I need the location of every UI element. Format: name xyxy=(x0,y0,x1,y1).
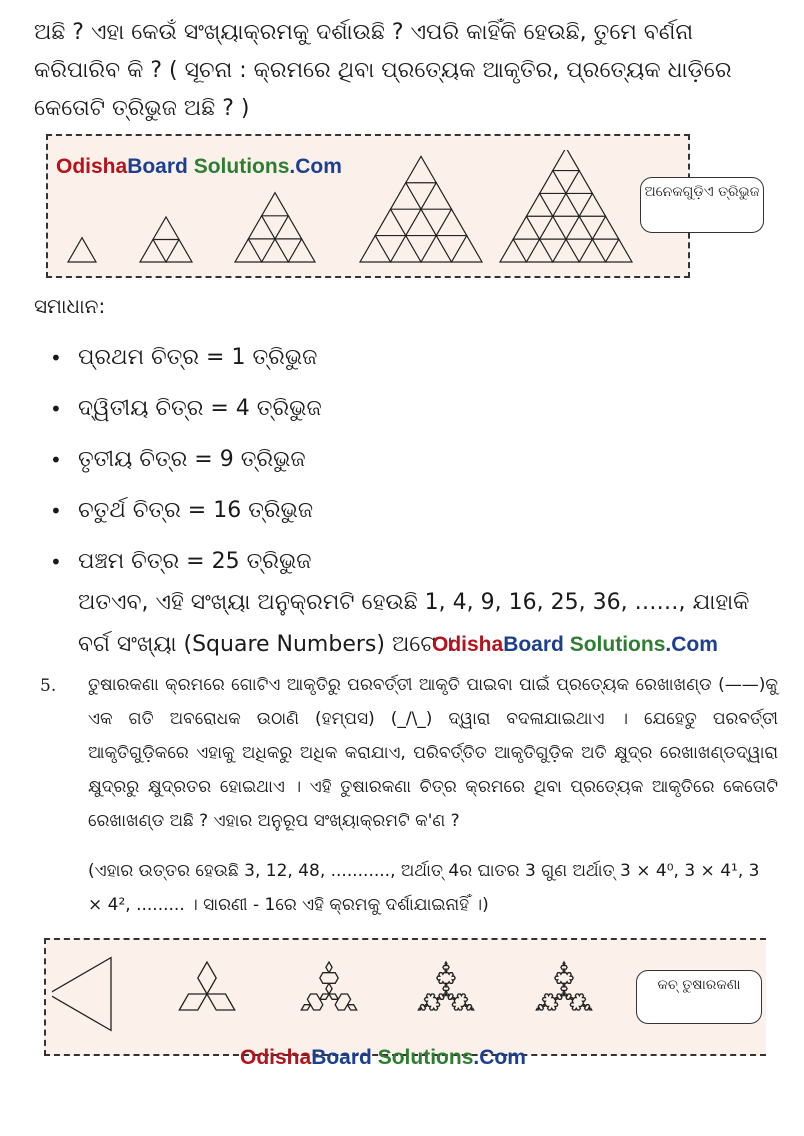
koch-callout: କଚ୍ ତୁଷାରକଣା xyxy=(636,970,762,1024)
watermark: OdishaBoard Solutions.Com xyxy=(240,1046,526,1069)
triangle-figure xyxy=(360,156,482,262)
question-number: 5. xyxy=(40,676,57,696)
triangle-figure xyxy=(500,150,632,262)
koch-shape xyxy=(418,962,473,1010)
triangle-figure xyxy=(68,238,96,262)
question-hint: (ଏହାର ଉତ୍ତର ହେଉଛି 3, 12, 48, ..........., ଅର୍ଥାତ୍ 4ର ଘାତର 3 ଗୁଣ ଅର୍ଥାତ୍ 3 × 4⁰, 3 × 4¹, 3 × 4², ......... । ସାରଣୀ - 1ରେ ଏହି କ୍ରମକୁ ଦର୍ଶାଯାଇନାହିଁ ।) xyxy=(88,861,760,915)
triangle-figure xyxy=(140,217,192,262)
koch-shape xyxy=(52,958,111,1031)
triangle-pattern-figure xyxy=(60,150,640,268)
koch-snowflake-figure xyxy=(52,948,632,1044)
question-text: ତୁଷାରକଣା କ୍ରମରେ ଗୋଟିଏ ଆକୃତିରୁ ପରବର୍ତ୍ତୀ ଆକୃତି ପାଇବା ପାଇଁ ପ୍ରତ୍ୟେକ ରେଖାଖଣ୍ଡ (——)କୁ ଏକ ଗତି ଅବରୋଧକ ଉଠାଣି (ହମ୍ପସ) (_/\_) ଦ୍ୱାରା ବଦଳାଯାଇଥାଏ । ଯେହେତୁ ପରବର୍ତ୍ତୀ ଆକୃତିଗୁଡ଼ିକରେ ଏହାକୁ ଅଧିକରୁ ଅଧିକ କରାଯାଏ, ପରିବର୍ତ୍ତିତ ଆକୃତିଗୁଡ଼ିକ ଅତି କ୍ଷୁଦ୍ର ରେଖାଖଣ୍ଡଦ୍ୱାରା କ୍ଷୁଦ୍ରରୁ କ୍ଷୁଦ୍ରତର ହୋଇଥାଏ । ଏହି ତୁଷାରକଣା ଚିତ୍ର କ୍ରମରେ ଥିବା ପ୍ରତ୍ୟେକ ଆକୃତିରେ କେତୋଟି ରେଖାଖଣ୍ଡ ଅଛି ? ଏହାର ଅନୁରୂପ ସଂଖ୍ୟାକ୍ରମଟି କ'ଣ ? xyxy=(88,675,778,831)
intro-paragraph: ଅଛି ? ଏହା କେଉଁ ସଂଖ୍ୟାକ୍ରମକୁ ଦର୍ଶାଉଛି ? ଏପରି କାହିଁକି ହେଉଛି, ତୁମେ ବର୍ଣନା କରିପାରିବ କି ? ( ସୂଚନା : କ୍ରମରେ ଥିବା ପ୍ରତ୍ୟେକ ଆକୃତିର, ପ୍ରତ୍ୟେକ ଧାଡ଼ିରେ କେତୋଟି ତ୍ରିଭୁଜ ଅଛି ? ) xyxy=(34,20,732,121)
solution-list xyxy=(44,338,784,593)
solution-heading: ସମାଧାନ: xyxy=(34,294,106,318)
triangles-callout: ଅନେକଗୁଡ଼ିଏ ତ୍ରିଭୁଜ xyxy=(640,177,764,233)
koch-shape xyxy=(179,962,234,1010)
list-item: • ଚତୁର୍ଥ ଚିତ୍ର = 16 ତ୍ରିଭୁଜ xyxy=(44,491,784,542)
watermark: OdishaBoard Solutions.Com xyxy=(432,633,718,656)
list-item: • ତୃତୀୟ ଚିତ୍ର = 9 ତ୍ରିଭୁଜ xyxy=(44,440,784,491)
list-item: • ପଞ୍ଚମ ଚିତ୍ର = 25 ତ୍ରିଭୁଜ xyxy=(44,542,784,593)
koch-shape xyxy=(301,962,356,1010)
koch-shape xyxy=(536,962,591,1010)
triangle-figure-border xyxy=(46,134,48,278)
conclusion-text: ଅତଏବ, ଏହି ସଂଖ୍ୟା ଅନୁକ୍ରମଟି ହେଉଛି 1, 4, 9, 16, 25, 36, ……, ଯାହାକି ବର୍ଗ ସଂଖ୍ୟା (Square Numbers) ଅଟେ । xyxy=(78,590,750,657)
triangle-figure xyxy=(235,193,315,262)
watermark: OdishaBoard Solutions.Com xyxy=(56,155,342,178)
list-item: • ପ୍ରଥମ ଚିତ୍ର = 1 ତ୍ରିଭୁଜ xyxy=(44,338,784,389)
list-item: • ଦ୍ୱିତୀୟ ଚିତ୍ର = 4 ତ୍ରିଭୁଜ xyxy=(44,389,784,440)
